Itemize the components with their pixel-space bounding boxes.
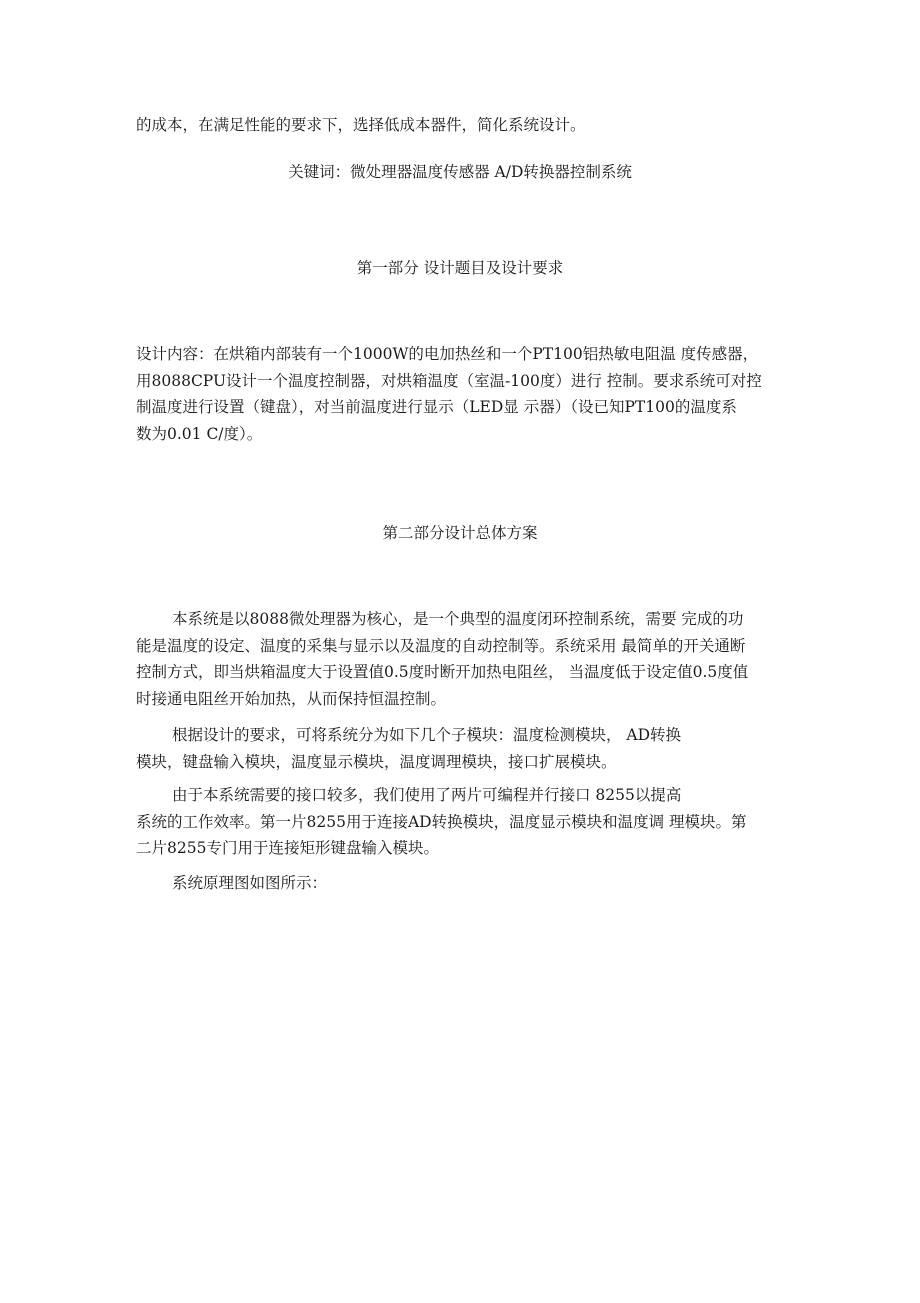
scheme-paragraph-2 [136,722,786,775]
paragraph-line: 制温度进行设置（键盘），对当前温度进行显示（LED显 示器）（设已知PT100的温度系 [136,398,737,416]
scheme-paragraph-4: 系统原理图如图所示： [172,874,328,892]
section-title-part1: 第一部分 设计题目及设计要求 [356,259,564,277]
keywords-line: 关键词：微处理器温度传感器 A/D转换器控制系统 [288,163,632,181]
paragraph-line: 根据设计的要求，可将系统分为如下几个子模块：温度检测模块， AD转换 [172,726,682,744]
paragraph-line: 二片8255专门用于连接矩形键盘输入模块。 [136,839,439,857]
paragraph-line: 用8088CPU设计一个温度控制器，对烘箱温度（室温-100度）进行 控制。要求系统可对控 [136,371,762,390]
paragraph-line: 模块，键盘输入模块，温度显示模块，温度调理模块，接口扩展模块。 [136,752,617,771]
scheme-paragraph-1 [136,606,786,712]
scheme-paragraph-3 [136,782,786,862]
design-content-paragraph [136,341,786,447]
paragraph-line: 系统的工作效率。第一片8255用于连接AD转换模块，温度显示模块和温度调 理模块。第 [136,812,747,831]
paragraph-line: 设计内容：在烘箱内部装有一个1000W的电加热丝和一个PT100铝热敏电阻温 度传感器， [136,345,759,363]
paragraph-line: 数为0.01 C/度）。 [136,424,263,443]
section-title-part2: 第二部分设计总体方案 [382,524,538,542]
abstract-tail: 的成本，在满足性能的要求下，选择低成本器件，简化系统设计。 [136,116,586,134]
paragraph-line: 时接通电阻丝开始加热，从而保持恒温控制。 [136,689,447,708]
paragraph-line: 本系统是以8088微处理器为核心，是一个典型的温度闭环控制系统，需要 完成的功 [172,610,744,628]
paragraph-line: 由于本系统需要的接口较多，我们使用了两片可编程并行接口 8255以提高 [172,786,682,804]
paragraph-line: 控制方式，即当烘箱温度大于设置值0.5度时断开加热电阻丝， 当温度低于设定值0.5度值 [136,663,749,681]
paragraph-line: 能是温度的设定、温度的采集与显示以及温度的自动控制等。系统采用 最简单的开关通断 [136,636,746,655]
